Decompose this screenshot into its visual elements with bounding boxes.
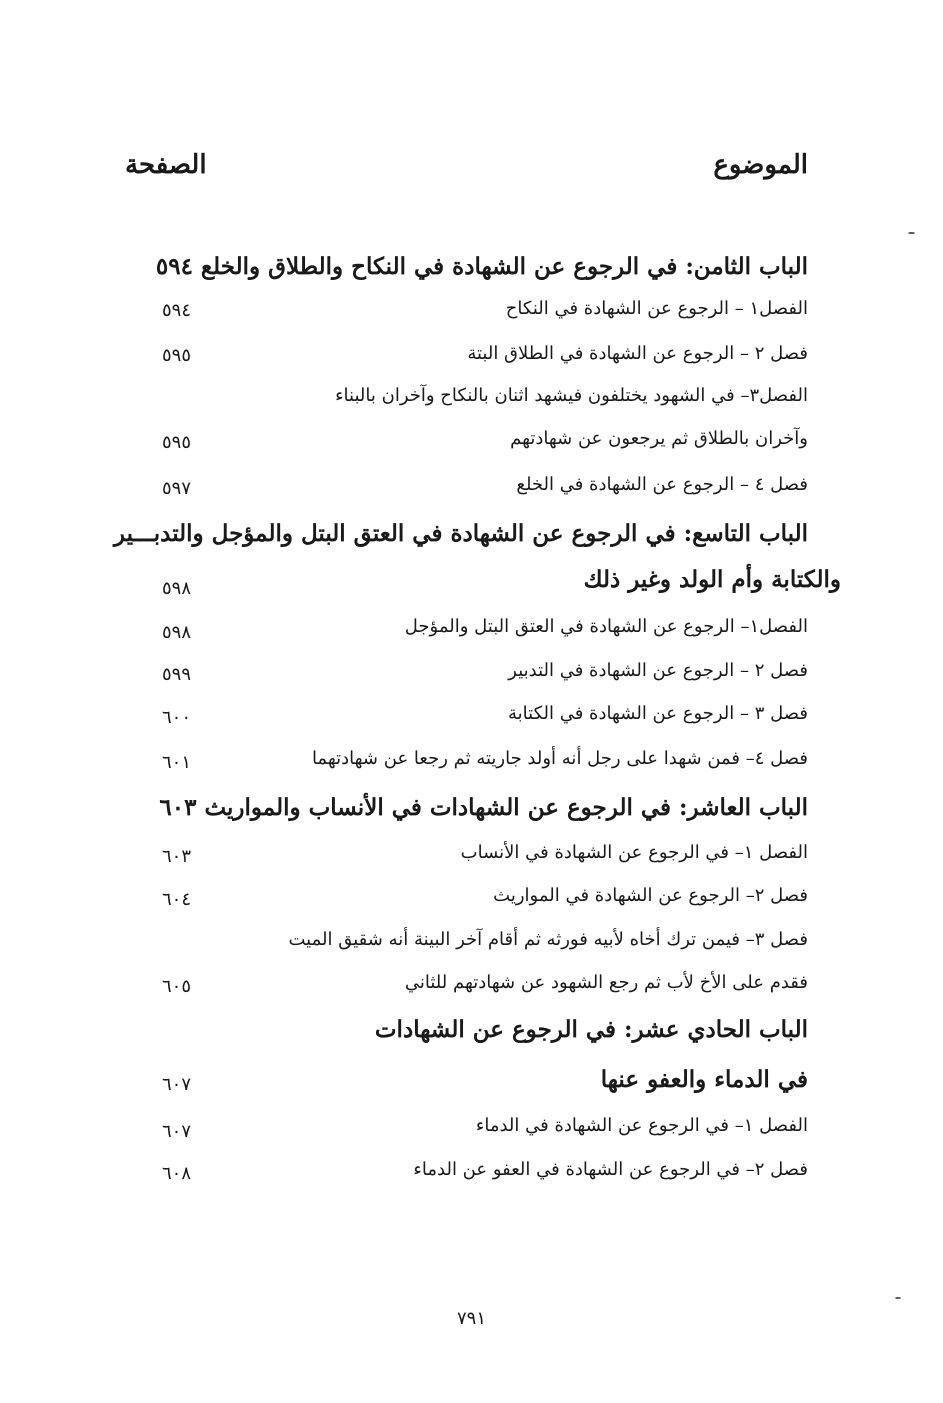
- toc-entry-text: وآخران بالطلاق ثم يرجعون عن شهادتهم: [510, 428, 808, 449]
- toc-entry-text: فصل ٤ – الرجوع عن الشهادة في الخلع: [516, 474, 808, 495]
- toc-entry-text: فصل ٢– في الرجوع عن الشهادة في العفو عن الدماء: [413, 1159, 808, 1180]
- toc-entry-text: الفصل ١– في الرجوع عن الشهادة في الدماء: [475, 1115, 808, 1136]
- chapter-8-heading: الباب الثامن: في الرجوع عن الشهادة في النكاح والطلاق والخلع ٥٩٤: [155, 253, 808, 280]
- toc-entry-text: الفصل١– الرجوع عن الشهادة في العتق البتل والمؤجل: [404, 616, 808, 637]
- toc-entry-text: فصل ٢ – الرجوع عن الشهادة في الطلاق البتة: [467, 343, 808, 364]
- toc-entry-text: الفصل١ – الرجوع عن الشهادة في النكاح: [505, 298, 808, 319]
- toc-entry-page: ٦٠٣: [162, 846, 192, 867]
- toc-entry-page: ٥٩٤: [162, 300, 192, 321]
- chapter-9-heading: الباب التاسع: في الرجوع عن الشهادة في العتق البتل والمؤجل والتدبـــير: [113, 520, 808, 547]
- scan-speck: [908, 232, 915, 234]
- chapter-10-heading: الباب العاشر: في الرجوع عن الشهادات في الأنساب والمواريث ٦٠٣: [159, 794, 808, 821]
- chapter-9-heading-continued: والكتابة وأم الولد وغير ذلك: [583, 566, 841, 593]
- scan-speck: [895, 1297, 901, 1299]
- toc-entry-page: ٥٩٨: [162, 578, 192, 599]
- toc-entry-page: ٦٠٧: [162, 1074, 192, 1095]
- toc-entry-text: فصل ٢ – الرجوع عن الشهادة في التدبير: [508, 660, 808, 681]
- toc-entry-text: الفصل٣– في الشهود يختلفون فيشهد اثنان بالنكاح وآخران بالبناء: [335, 385, 808, 406]
- page-number: ٧٩١: [456, 1308, 486, 1329]
- toc-entry-text: فصل ٣ – الرجوع عن الشهادة في الكتابة: [508, 703, 808, 724]
- toc-entry-page: ٥٩٨: [162, 622, 192, 643]
- toc-entry-page: ٥٩٩: [162, 664, 192, 685]
- toc-entry-page: ٥٩٥: [162, 345, 192, 366]
- chapter-11-heading-continued: في الدماء والعفو عنها: [600, 1066, 808, 1093]
- toc-entry-page: ٥٩٥: [162, 432, 192, 453]
- toc-entry-text: الفصل ١– في الرجوع عن الشهادة في الأنساب: [460, 842, 808, 863]
- toc-entry-text: فقدم على الأخ لأب ثم رجع الشهود عن شهادتهم للثاني: [404, 972, 808, 993]
- toc-entry-page: ٦٠١: [162, 752, 192, 773]
- page-column-header: الصفحة: [125, 150, 207, 180]
- toc-entry-page: ٦٠٤: [162, 889, 192, 910]
- chapter-11-heading: الباب الحادي عشر: في الرجوع عن الشهادات: [374, 1016, 808, 1043]
- toc-entry-page: ٦٠٠: [162, 707, 192, 728]
- toc-entry-page: ٦٠٧: [162, 1121, 192, 1142]
- topic-column-header: الموضوع: [713, 150, 808, 180]
- toc-entry-text: فصل ٣– فيمن ترك أخاه لأبيه فورثه ثم أقام آخر البينة أنه شقيق الميت: [288, 929, 808, 950]
- toc-entry-page: ٦٠٥: [162, 976, 192, 997]
- toc-entry-page: ٥٩٧: [162, 478, 192, 499]
- toc-entry-text: فصل ٢– الرجوع عن الشهادة في المواريث: [493, 885, 808, 906]
- toc-entry-text: فصل ٤– فمن شهدا على رجل أنه أولد جاريته ثم رجعا عن شهادتهما: [311, 748, 808, 769]
- toc-entry-page: ٦٠٨: [162, 1163, 192, 1184]
